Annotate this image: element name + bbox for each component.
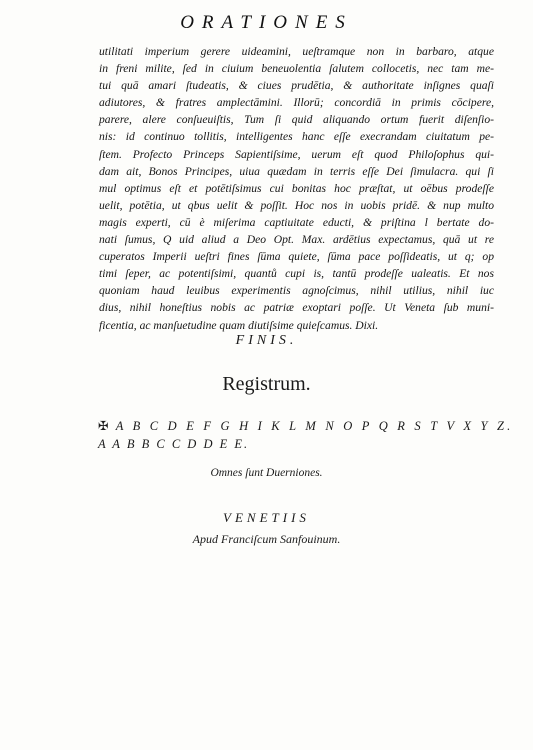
body-line: uelit, potētia, ut qbus uelit & poſſit. Hoc nos in uobis pridē. & nup multo bbox=[99, 198, 494, 212]
finis-heading: FINIS. bbox=[235, 333, 298, 348]
body-line: tui quā amari ſtudeatis, & ciues prudētia, & authoritate inſignes quaſi bbox=[99, 79, 494, 93]
printers-flower-icon: ✠ bbox=[98, 419, 112, 433]
body-line: timi ſeper, ac potentiſsimi, quantů cupi is, tantū prodeſſe ualeatis. Et nos bbox=[99, 267, 494, 281]
body-line: mul optimus eſt et potētiſsimus cui bonitas hoc præſtat, ut oēbus prodeſſe bbox=[99, 181, 494, 195]
body-line: nis: id continuo tollitis, intelligentes hanc eſſe execrandam ciuitatum pe- bbox=[99, 130, 494, 144]
imprint-printer: Apud Franciſcum Sanfouinum. bbox=[192, 532, 341, 546]
body-line: dius, nihil honeſtius nobis ac patriæ exoptari poſſe. Ut Veneta ſub muni- bbox=[99, 301, 494, 315]
oration-body-text bbox=[99, 43, 494, 334]
body-line: nati ſumus, Q uid aliud a Deo Opt. Max. ardētius expectamus, quā ut re bbox=[99, 233, 494, 247]
running-head: ORATIONES bbox=[180, 12, 353, 33]
duerniones-note: Omnes ſunt Duerniones. bbox=[210, 467, 323, 479]
body-line: utilitati imperium gerere uideamini, ueſtramque non in barbaro, atque bbox=[99, 45, 494, 58]
registrum-heading: Registrum. bbox=[222, 373, 311, 395]
imprint-place: VENETIIS bbox=[223, 510, 310, 525]
registrum-signatures-row-1 bbox=[98, 418, 514, 434]
registrum-signatures-row-2: A A B B C C D D E E. bbox=[98, 437, 250, 451]
body-line: cuperatos Imperii ueſtri fines ſūma quiete, ſūma pace poſſideatis, ut q; op bbox=[99, 250, 494, 264]
body-line: dam ait, Bonos Principes, uiua quædam in terris eſſe Dei ſimulacra. qui ſi bbox=[99, 164, 494, 178]
body-line: quoniam haud leuibus experimentis agnoſcimus, nihil utilius, nihil iuc bbox=[99, 284, 494, 298]
body-line: adiutores, & fratres amplectāmini. Illorū; concordiā in primis cōcipere, bbox=[99, 96, 494, 110]
body-line: parere, alere conſueuiſtis, Tum ſi quid aliquando ortum fuerit diſenſio- bbox=[99, 113, 494, 127]
registrum-letters-1: A B C D E F G H I K L M N O P Q R S T V X Y Z. bbox=[115, 419, 514, 433]
body-line: ſtem. Profecto Princeps Sapientiſsime, uerum eſt quod Philoſophus qui- bbox=[99, 147, 494, 161]
body-line: magis experti, cū è miſerima captiuitate educti, & priſtina l bertate do- bbox=[99, 215, 494, 229]
body-line: in freni milite, ſed in ciuium beneuolentia ſalutem collocetis, nec tam me- bbox=[99, 62, 494, 76]
body-line-last: ficentia, ac manſuetudine quam diutiſsime quieſcamus. Dixi. bbox=[99, 318, 379, 332]
